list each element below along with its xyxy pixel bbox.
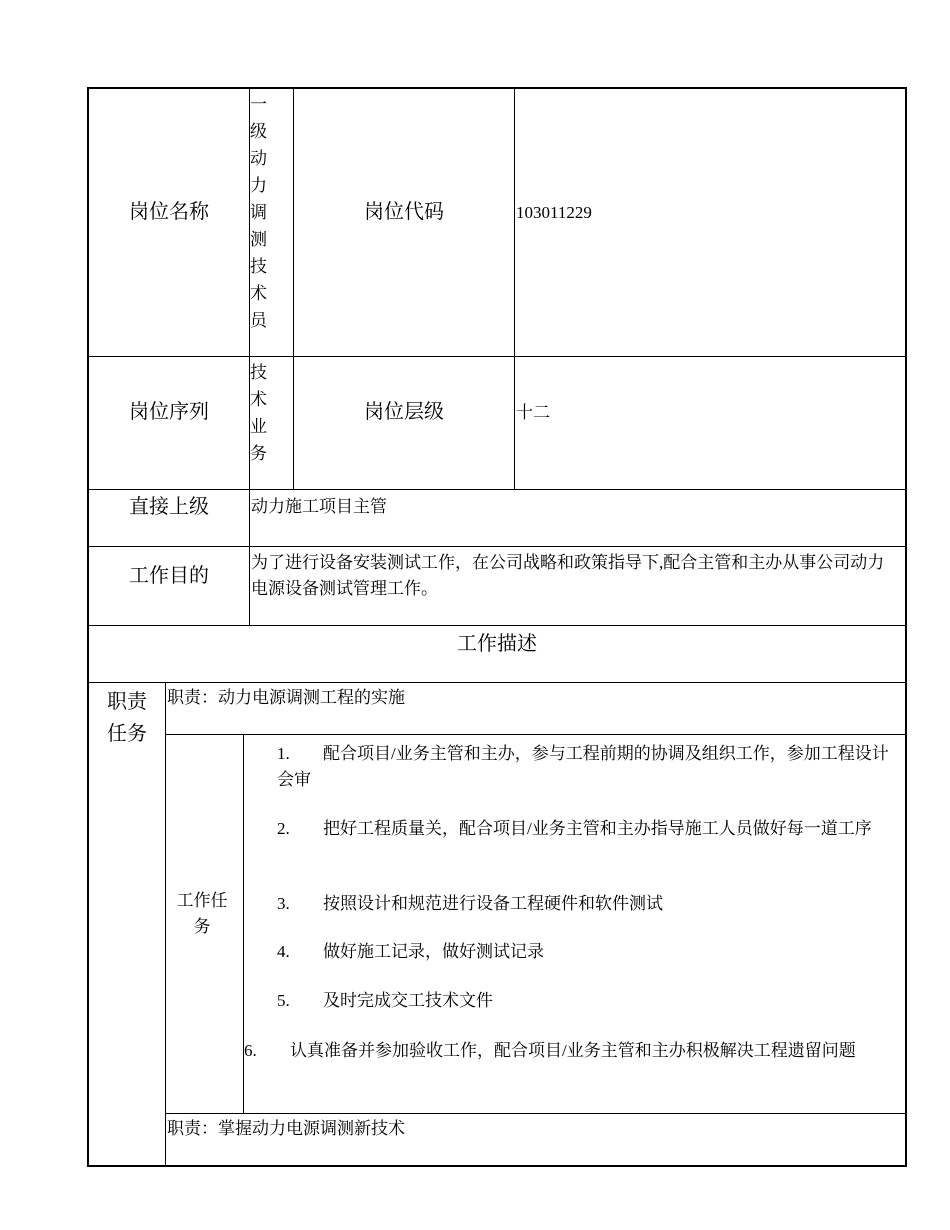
task-item (277, 939, 893, 965)
work-purpose-value: 为了进行设备安装测试工作，在公司战略和政策指导下,配合主管和主办从事公司动力电源设备测试管理工作。 (251, 553, 885, 598)
task-number: 1. (277, 744, 290, 763)
direct-superior-label: 直接上级 (129, 496, 209, 518)
position-code-value: 103011229 (516, 203, 592, 222)
position-sequence-label: 岗位序列 (129, 401, 209, 423)
task-number: 6. (244, 1041, 257, 1060)
position-level-value: 十二 (516, 403, 550, 422)
work-purpose-label: 工作目的 (129, 565, 209, 587)
task-text: 及时完成交工技术文件 (323, 991, 493, 1010)
duties-side-label: 职责任务 (107, 691, 147, 745)
position-name-value: 一级动力调测技术员 (250, 95, 267, 330)
section-title: 工作描述 (457, 633, 537, 655)
task-item (277, 988, 893, 1014)
position-level-label: 岗位层级 (364, 401, 444, 423)
task-item (244, 1038, 896, 1064)
task-label: 工作任务 (176, 891, 228, 936)
position-sequence-value: 技术业务 (250, 363, 267, 463)
task-item (277, 741, 893, 793)
task-text: 做好施工记录，做好测试记录 (323, 942, 544, 961)
task-number: 3. (277, 894, 290, 913)
task-number: 5. (277, 991, 290, 1010)
task-number: 4. (277, 942, 290, 961)
position-code-label: 岗位代码 (364, 201, 444, 223)
task-item (277, 891, 893, 917)
task-text: 把好工程质量关，配合项目/业务主管和主办指导施工人员做好每一道工序 (323, 819, 872, 838)
position-name-label: 岗位名称 (129, 201, 209, 223)
task-text: 按照设计和规范进行设备工程硬件和软件测试 (323, 894, 663, 913)
duty-1: 职责：动力电源调测工程的实施 (167, 688, 405, 707)
direct-superior-value: 动力施工项目主管 (251, 497, 387, 516)
task-number: 2. (277, 819, 290, 838)
task-item (277, 816, 893, 842)
task-text: 配合项目/业务主管和主办，参与工程前期的协调及组织工作，参加工程设计会审 (277, 744, 889, 789)
duty-2: 职责：掌握动力电源调测新技术 (167, 1119, 405, 1138)
task-text: 认真准备并参加验收工作，配合项目/业务主管和主办积极解决工程遗留问题 (290, 1041, 856, 1060)
